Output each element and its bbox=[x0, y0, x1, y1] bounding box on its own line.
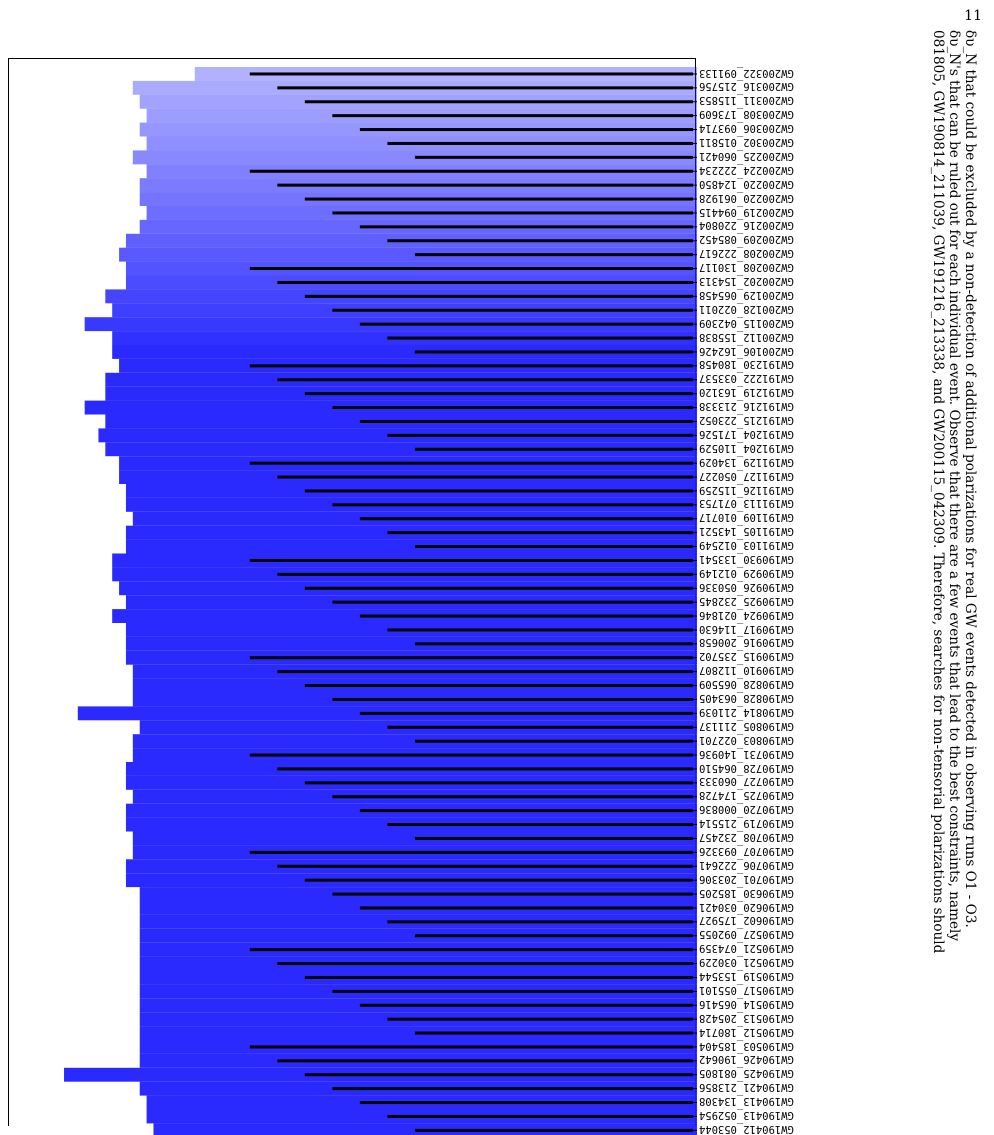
event-label: GW191215_223052 bbox=[699, 414, 794, 426]
event-label: GW190814_211039 bbox=[699, 705, 794, 718]
event-label: GW190426_190642 bbox=[699, 1053, 794, 1066]
bar-GW190513_205428 bbox=[140, 1012, 697, 1026]
bar-GW190706_222641 bbox=[126, 859, 697, 873]
event-label: GW191105_143521 bbox=[699, 525, 794, 538]
event-label: GW200225_060421 bbox=[699, 149, 794, 162]
bar-GW200115_042309 bbox=[85, 317, 697, 331]
bar-GW200112_155838 bbox=[112, 331, 697, 345]
event-label: GW200129_065458 bbox=[699, 288, 794, 301]
bar-segment bbox=[250, 462, 693, 465]
bar-segment bbox=[250, 656, 693, 659]
bar-segment bbox=[415, 545, 693, 548]
bar-GW191204_110529 bbox=[105, 442, 697, 456]
bar-segment bbox=[277, 573, 693, 576]
bar-GW190412_053044 bbox=[153, 1123, 697, 1135]
bar-segment bbox=[277, 184, 693, 187]
bar-GW200306_093714 bbox=[140, 123, 697, 137]
bar-GW190925_232845 bbox=[126, 595, 697, 609]
bar-segment bbox=[250, 72, 693, 75]
bar-GW191230_180458 bbox=[119, 359, 697, 373]
event-label: GW190925_232845 bbox=[699, 594, 794, 607]
bar-GW190805_211137 bbox=[140, 720, 697, 734]
bar-GW190924_021846 bbox=[112, 609, 697, 623]
event-label: GW190412_053044 bbox=[699, 1122, 794, 1135]
bar-GW190413_052954 bbox=[147, 1110, 697, 1124]
bar-segment bbox=[360, 128, 693, 131]
bar-GW190929_012149 bbox=[112, 567, 697, 581]
bar-segment bbox=[387, 434, 693, 437]
event-label: GW190512_180714 bbox=[699, 1025, 794, 1038]
bar-GW200129_065458 bbox=[105, 289, 697, 303]
event-label: GW200308_173609 bbox=[699, 108, 794, 121]
bar-segment bbox=[277, 865, 693, 868]
bar-segment bbox=[250, 364, 693, 367]
bar-GW200224_222234 bbox=[147, 164, 697, 178]
event-label: GW190413_134308 bbox=[699, 1095, 794, 1108]
event-label: GW200302_015811 bbox=[699, 136, 794, 148]
event-label: GW191109_010717 bbox=[699, 511, 794, 524]
event-label: GW200106_162426 bbox=[699, 344, 794, 357]
bar-segment bbox=[250, 1045, 693, 1048]
bar-GW190701_203306 bbox=[126, 873, 697, 887]
event-label: GW190930_133541 bbox=[699, 553, 794, 565]
chart-plot-area bbox=[8, 58, 696, 1126]
bar-segment bbox=[277, 1059, 693, 1062]
event-label: GW191219_163120 bbox=[699, 386, 794, 399]
bar-segment bbox=[332, 795, 693, 798]
page-number: 11 bbox=[964, 8, 982, 24]
bar-segment bbox=[360, 1101, 693, 1104]
event-label: GW190725_174728 bbox=[699, 789, 794, 802]
event-label: GW200316_215756 bbox=[699, 80, 794, 93]
bar-GW190728_064510 bbox=[126, 762, 697, 776]
bar-GW190707_093326 bbox=[133, 845, 697, 859]
bar-GW190828_065509 bbox=[133, 679, 697, 693]
bar-segment bbox=[387, 239, 693, 242]
bar-GW191215_223052 bbox=[105, 415, 697, 429]
bar-segment bbox=[415, 837, 693, 840]
event-label: GW190630_185205 bbox=[699, 886, 794, 899]
bar-GW200128_022011 bbox=[112, 303, 697, 317]
event-label: GW190720_000836 bbox=[699, 803, 794, 816]
event-label: GW190910_112807 bbox=[699, 664, 794, 677]
bar-segment bbox=[250, 267, 693, 270]
bar-segment bbox=[387, 628, 693, 631]
event-label-column bbox=[697, 58, 847, 1135]
bar-segment bbox=[415, 934, 693, 937]
bar-GW190926_050336 bbox=[119, 581, 697, 595]
bar-GW200208_130117 bbox=[126, 262, 697, 276]
bar-segment bbox=[305, 781, 693, 784]
event-label: GW190708_232457 bbox=[699, 831, 794, 843]
bar-segment bbox=[332, 114, 693, 117]
bar-segment bbox=[360, 1004, 693, 1007]
bar-GW191103_012549 bbox=[126, 540, 697, 554]
figure-caption bbox=[858, 30, 978, 1126]
event-label: GW190521_074359 bbox=[699, 942, 794, 955]
bar-GW190727_060333 bbox=[126, 776, 697, 790]
event-label: GW191126_115259 bbox=[699, 483, 794, 496]
event-label: GW190503_185404 bbox=[699, 1039, 794, 1052]
bar-GW191127_050227 bbox=[119, 470, 697, 484]
event-label: GW190513_205428 bbox=[699, 1011, 794, 1024]
bar-GW191222_033537 bbox=[105, 373, 697, 387]
bar-segment bbox=[332, 211, 693, 214]
bar-segment bbox=[415, 642, 693, 645]
chart-svg bbox=[9, 59, 697, 1127]
bar-GW191204_171526 bbox=[98, 428, 697, 442]
event-label: GW190917_114630 bbox=[699, 622, 794, 635]
event-label: GW190620_030421 bbox=[699, 900, 794, 913]
event-label: GW191113_071753 bbox=[699, 497, 794, 510]
bar-GW190426_190642 bbox=[140, 1054, 697, 1068]
bar-GW190602_175927 bbox=[140, 915, 697, 929]
caption-line-1: δυ_N that could be excluded by a non-detection of additional polarizations for real GW events detected in observing runs O1 - O3. bbox=[962, 30, 978, 928]
bar-GW191109_010717 bbox=[133, 512, 697, 526]
bar-GW191129_134029 bbox=[119, 456, 697, 470]
bar-segment bbox=[305, 879, 693, 882]
bar-GW200311_115853 bbox=[140, 95, 697, 109]
bar-segment bbox=[415, 350, 693, 353]
bar-GW200220_124850 bbox=[140, 178, 697, 192]
event-label: GW190828_063405 bbox=[699, 692, 794, 704]
bar-segment bbox=[250, 948, 693, 951]
event-label: GW200322_091133 bbox=[699, 66, 794, 79]
bar-GW190930_133541 bbox=[112, 554, 697, 568]
bar-GW191113_071753 bbox=[126, 498, 697, 512]
bar-segment bbox=[360, 615, 693, 618]
bar-GW190517_055101 bbox=[140, 984, 697, 998]
bar-segment bbox=[360, 809, 693, 812]
bar-segment bbox=[360, 906, 693, 909]
event-label: GW191230_180458 bbox=[699, 358, 794, 371]
event-label: GW200311_115853 bbox=[699, 94, 794, 107]
bar-GW190512_180714 bbox=[140, 1026, 697, 1040]
bar-segment bbox=[332, 503, 693, 506]
event-label: GW190707_093326 bbox=[699, 844, 794, 857]
event-label: GW200209_085452 bbox=[699, 233, 794, 246]
bar-GW200209_085452 bbox=[126, 234, 697, 248]
bar-segment bbox=[277, 281, 693, 284]
bar-GW190910_112807 bbox=[133, 665, 697, 679]
bar-GW190521_074359 bbox=[140, 943, 697, 957]
bar-segment bbox=[415, 448, 693, 451]
bar-segment bbox=[277, 670, 693, 673]
bar-GW190514_065416 bbox=[140, 998, 697, 1012]
bar-segment bbox=[415, 1032, 693, 1035]
event-label: GW190527_092055 bbox=[699, 928, 794, 941]
bar-segment bbox=[250, 559, 693, 562]
bar-segment bbox=[305, 489, 693, 492]
event-label: GW191129_134029 bbox=[699, 455, 794, 468]
bar-segment bbox=[332, 990, 693, 993]
event-label: GW191204_171526 bbox=[699, 427, 794, 440]
event-label: GW190413_052954 bbox=[699, 1109, 794, 1121]
event-label: GW190924_021846 bbox=[699, 608, 794, 621]
bar-segment bbox=[360, 420, 693, 423]
event-label: GW200202_154313 bbox=[699, 275, 794, 287]
event-label: GW190519_153544 bbox=[699, 970, 794, 982]
bar-segment bbox=[277, 962, 693, 965]
bar-GW190620_030421 bbox=[140, 901, 697, 915]
event-label: GW190731_140936 bbox=[699, 747, 794, 760]
bar-segment bbox=[277, 86, 693, 89]
bar-GW200219_094415 bbox=[147, 206, 697, 220]
bar-GW200202_154313 bbox=[126, 276, 697, 290]
bar-GW200322_091133 bbox=[195, 67, 697, 81]
bar-segment bbox=[387, 531, 693, 534]
bar-GW191126_115259 bbox=[126, 484, 697, 498]
event-label: GW190727_060333 bbox=[699, 775, 794, 788]
bar-GW190916_200658 bbox=[126, 637, 697, 651]
event-label: GW191204_110529 bbox=[699, 441, 794, 454]
event-label: GW191216_213338 bbox=[699, 400, 794, 413]
bar-segment bbox=[415, 253, 693, 256]
bar-segment bbox=[415, 1129, 693, 1132]
bar-segment bbox=[277, 378, 693, 381]
bar-GW190425_081805 bbox=[64, 1068, 697, 1082]
bar-segment bbox=[332, 601, 693, 604]
event-label: GW200224_222234 bbox=[699, 163, 794, 176]
bar-segment bbox=[387, 1115, 693, 1118]
bar-GW190917_114630 bbox=[126, 623, 697, 637]
bar-GW190915_235702 bbox=[126, 651, 697, 665]
event-label: GW190828_065509 bbox=[699, 678, 794, 691]
event-label: GW190514_065416 bbox=[699, 997, 794, 1010]
event-label: GW191127_050227 bbox=[699, 469, 794, 482]
event-label: GW190803_022701 bbox=[699, 733, 794, 746]
bar-segment bbox=[250, 170, 693, 173]
bar-segment bbox=[250, 851, 693, 854]
bar-GW200225_060421 bbox=[133, 150, 697, 164]
bar-segment bbox=[387, 142, 693, 145]
bar-segment bbox=[305, 100, 693, 103]
bar-segment bbox=[332, 309, 693, 312]
event-label: GW200115_042309 bbox=[699, 316, 794, 329]
bar-segment bbox=[360, 517, 693, 520]
bar-segment bbox=[387, 1018, 693, 1021]
bar-segment bbox=[305, 198, 693, 201]
event-label: GW200220_124850 bbox=[699, 177, 794, 190]
bar-segment bbox=[305, 976, 693, 979]
event-label: GW190425_081805 bbox=[699, 1067, 794, 1080]
event-label: GW200216_220804 bbox=[699, 219, 794, 232]
caption-line-3: 081805, GW190814_211039, GW191216_213338, and GW200115_042309. Therefore, searches for non-tensorial polarizations should bbox=[930, 30, 946, 954]
bar-GW190828_063405 bbox=[133, 693, 697, 707]
bar-GW190421_213856 bbox=[140, 1082, 697, 1096]
bar-GW191105_143521 bbox=[126, 526, 697, 540]
bar-segment bbox=[387, 920, 693, 923]
bar-GW200316_215756 bbox=[133, 81, 697, 95]
event-label: GW190915_235702 bbox=[699, 650, 794, 663]
bar-segment bbox=[277, 767, 693, 770]
bar-segment bbox=[305, 587, 693, 590]
event-label: GW200208_130117 bbox=[699, 261, 794, 274]
bar-GW190814_211039 bbox=[78, 706, 697, 720]
bar-GW190803_022701 bbox=[133, 734, 697, 748]
bar-segment bbox=[332, 1087, 693, 1090]
event-label: GW190706_222641 bbox=[699, 858, 794, 871]
event-label: GW200208_222617 bbox=[699, 247, 794, 260]
bar-segment bbox=[305, 1073, 693, 1076]
bar-GW190719_215514 bbox=[126, 818, 697, 832]
event-label: GW190421_213856 bbox=[699, 1081, 794, 1094]
event-label: GW200112_155838 bbox=[699, 330, 794, 343]
bar-GW200106_162426 bbox=[112, 345, 697, 359]
bar-segment bbox=[332, 893, 693, 896]
bar-GW200302_015811 bbox=[147, 137, 697, 151]
bar-GW191219_163120 bbox=[105, 387, 697, 401]
event-label: GW190926_050336 bbox=[699, 580, 794, 593]
bar-segment bbox=[332, 698, 693, 701]
bar-segment bbox=[360, 323, 693, 326]
bar-GW200220_061928 bbox=[140, 192, 697, 206]
bar-segment bbox=[305, 392, 693, 395]
bar-GW191216_213338 bbox=[85, 401, 697, 415]
bar-GW190720_000836 bbox=[126, 804, 697, 818]
bar-GW190503_185404 bbox=[140, 1040, 697, 1054]
event-label: GW200128_022011 bbox=[699, 302, 794, 315]
bar-segment bbox=[387, 823, 693, 826]
bar-GW190413_134308 bbox=[147, 1096, 697, 1110]
bar-segment bbox=[360, 225, 693, 228]
bar-GW200216_220804 bbox=[140, 220, 697, 234]
bar-segment bbox=[387, 726, 693, 729]
event-label: GW191222_033537 bbox=[699, 372, 794, 385]
bar-segment bbox=[415, 740, 693, 743]
event-label: GW190701_203306 bbox=[699, 872, 794, 885]
bar-segment bbox=[277, 476, 693, 479]
bar-GW190519_153544 bbox=[140, 971, 697, 985]
bar-segment bbox=[305, 684, 693, 687]
bar-segment bbox=[305, 295, 693, 298]
event-label: GW190602_175927 bbox=[699, 914, 794, 927]
event-label: GW190929_012149 bbox=[699, 566, 794, 579]
event-label: GW191103_012549 bbox=[699, 539, 794, 552]
bar-GW200308_173609 bbox=[147, 109, 697, 123]
bar-GW190708_232457 bbox=[133, 832, 697, 846]
bar-segment bbox=[360, 712, 693, 715]
event-label: GW190517_055101 bbox=[699, 983, 794, 996]
event-label: GW190719_215514 bbox=[699, 817, 794, 830]
caption-line-2: δυ_N's that can be ruled out for each individual event. Observe that there are a few events that lead to the best constraints, namely bbox=[946, 30, 962, 942]
event-label: GW200219_094415 bbox=[699, 205, 794, 218]
bar-GW190725_174728 bbox=[133, 790, 697, 804]
bar-GW190630_185205 bbox=[140, 887, 697, 901]
bar-GW190521_030229 bbox=[140, 957, 697, 971]
event-label: GW190521_030229 bbox=[699, 956, 794, 969]
bar-GW190527_092055 bbox=[140, 929, 697, 943]
bar-GW190731_140936 bbox=[133, 748, 697, 762]
event-label: GW200306_093714 bbox=[699, 122, 794, 135]
bar-segment bbox=[415, 156, 693, 159]
event-label: GW190916_200658 bbox=[699, 636, 794, 649]
bar-GW200208_222617 bbox=[119, 248, 697, 262]
event-label: GW190728_064510 bbox=[699, 761, 794, 774]
bar-segment bbox=[250, 754, 693, 757]
event-label: GW190805_211137 bbox=[699, 719, 794, 732]
event-label: GW200220_061928 bbox=[699, 191, 794, 204]
bar-segment bbox=[387, 337, 693, 340]
bar-segment bbox=[332, 406, 693, 409]
